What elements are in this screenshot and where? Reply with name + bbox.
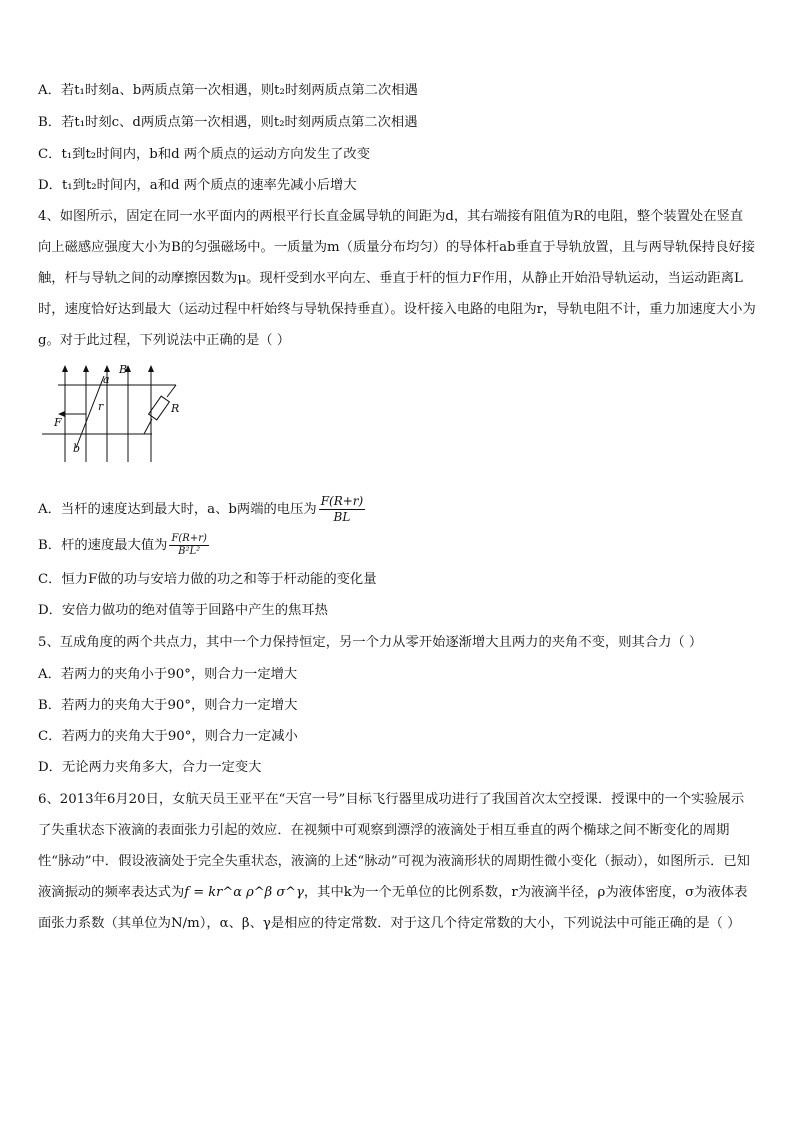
q5-option-b: B．若两力的夹角大于90°，则合力一定增大 <box>38 698 298 713</box>
q4-option-a-text: A．当杆的速度达到最大时，a、b两端的电压为 <box>38 502 317 517</box>
label-b: b <box>73 442 81 455</box>
q6-frequency-formula: f = kr^α ρ^β σ^γ <box>184 885 304 900</box>
q3-option-d: D．t₁到t₂时间内，a和d 两个质点的速率先减小后增大 <box>38 178 357 193</box>
q3-option-a: A．若t₁时刻a、b两质点第一次相遇，则t₂时刻两质点第二次相遇 <box>38 83 418 98</box>
q4-option-d: D．安倍力做功的绝对值等于回路中产生的焦耳热 <box>38 603 328 618</box>
q4-option-b-text: B．杆的速度最大值为 <box>38 538 168 553</box>
label-a: a <box>103 373 110 386</box>
q4-option-a-denominator: BL <box>333 510 351 524</box>
q4-option-a-fraction <box>319 494 366 525</box>
q4-option-c: C．恒力F做的功与安培力做的功之和等于杆动能的变化量 <box>38 572 377 587</box>
q6-stem <box>38 784 756 939</box>
q4-option-b-denominator: B²L² <box>178 546 201 557</box>
q4-option-a <box>38 494 367 525</box>
q4-option-a-numerator: F(R+r) <box>320 494 364 508</box>
q5-stem: 5、互成角度的两个共点力，其中一个力保持恒定，另一个力从零开始逐渐增大且两力的夹角不变，则其合力（ ） <box>38 635 703 650</box>
q3-option-b: B．若t₁时刻c、d两质点第一次相遇，则t₂时刻两质点第二次相遇 <box>38 115 418 130</box>
q4-rail-figure <box>40 362 190 466</box>
q6-stem-part2: ，其中k为一个无单位的比例系数，r为液滴半径，ρ为液体密度，σ为液体表面张力系数（其单位为N/m），α、β、γ是相应的待定常数．对于这几个待定常数的大小，下列说法中可能正确的是（ ） <box>38 885 748 931</box>
label-resistor: R <box>171 402 180 415</box>
q3-option-c: C．t₁到t₂时间内，b和d 两个质点的运动方向发生了改变 <box>38 147 371 162</box>
q5-option-a: A．若两力的夹角小于90°，则合力一定增大 <box>38 667 298 682</box>
q4-option-b-fraction <box>169 533 208 558</box>
q5-option-d: D．无论两力夹角多大，合力一定变大 <box>38 760 262 775</box>
q4-option-b-numerator: F(R+r) <box>171 533 207 544</box>
q4-option-b <box>38 533 211 559</box>
label-f: F <box>54 416 62 429</box>
label-b-field: B <box>119 363 128 376</box>
q5-option-c: C．若两力的夹角大于90°，则合力一定减小 <box>38 729 298 744</box>
q4-stem: 4、如图所示，固定在同一水平面内的两根平行长直金属导轨的间距为d，其右端接有阻值为R的电阻，整个装置处在竖直向上磁感应强度大小为B的匀强磁场中。一质量为m（质量分布均匀）的导体杆ab垂直于导轨放置，且与两导轨保持良好接触，杆与导轨之间的动摩擦因数为μ。现杆受到水平向左、垂直于杆的恒力F作用，从静止开始沿导轨运动，当运动距离L时，速度恰好达到最大（运动过程中杆始终与导轨保持垂直）。设杆接入电路的电阻为r，导轨电阻不计，重力加速度大小为g。对于此过程，下列说法中正确的是（ ） <box>38 209 756 348</box>
label-r: r <box>98 400 104 413</box>
q6-stem-part1: 6、2013年6月20日，女航天员王亚平在“天宫一号”目标飞行器里成功进行了我国首次太空授课．授课中的一个实验展示了失重状态下液滴的表面张力引起的效应．在视频中可观察到漂浮的液滴处于相互垂直的两个椭球之间不断变化的周期性“脉动”中．假设液滴处于完全失重状态，液滴的上述“脉动”可视为液滴形状的周期性微小变化（振动），如图所示．已知液滴振动的频率表达式为 <box>38 792 750 900</box>
